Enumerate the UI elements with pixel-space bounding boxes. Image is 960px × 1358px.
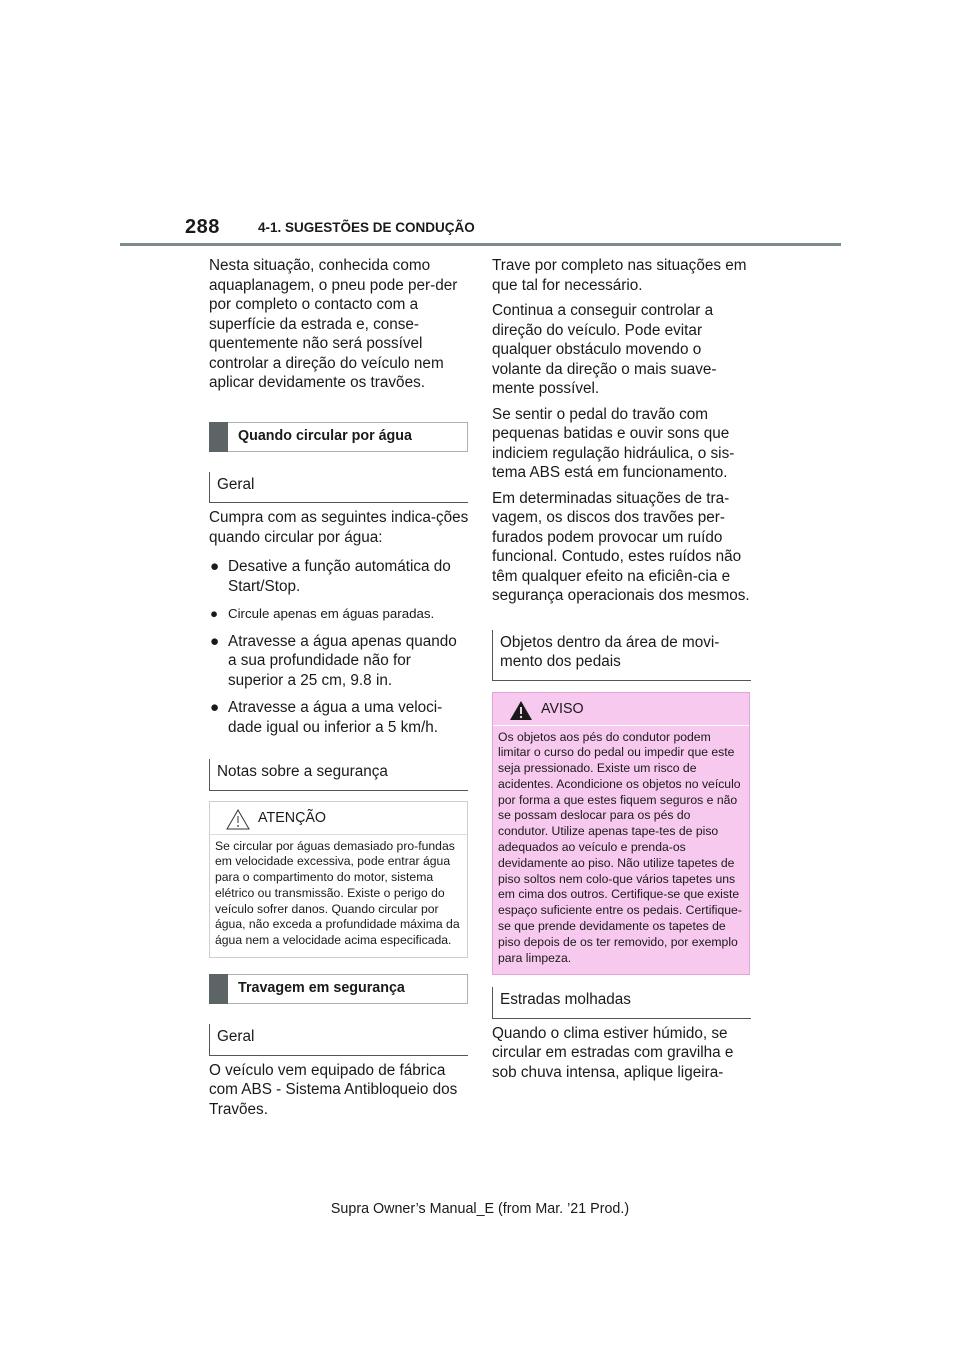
subheading-pedal-objects: Objetos dentro da área de movi-mento dos pedais bbox=[492, 630, 751, 681]
subheading-general-2: Geral bbox=[209, 1024, 468, 1056]
subheading-general-1: Geral bbox=[209, 472, 468, 504]
left-column bbox=[209, 256, 469, 1125]
warning-triangle-icon bbox=[509, 700, 533, 721]
subheading-wet-roads: Estradas molhadas bbox=[492, 987, 751, 1019]
list-item bbox=[209, 604, 469, 624]
section-accent-tab bbox=[209, 422, 228, 452]
intro-paragraph: Nesta situação, conhecida como aquaplanagem, o pneu pode per-der por completo o contacto com a superfície da estrada e, conse-quentemente não será possível controlar a direção do veículo nem aplicar devidamente os travões. bbox=[209, 257, 458, 391]
bullet-icon: ● bbox=[210, 558, 220, 575]
bullet-icon: ● bbox=[210, 606, 219, 621]
list-item-text: Desative a função automática do Start/Stop. bbox=[228, 558, 451, 595]
list-item-text: Atravesse a água a uma veloci-dade igual ou inferior a 5 km/h. bbox=[228, 699, 443, 736]
list-item bbox=[209, 698, 469, 737]
footer-text: Supra Owner’s Manual_E (from Mar. ’21 Prod.) bbox=[330, 1201, 630, 1217]
warning-triangle-icon bbox=[226, 809, 250, 830]
caution-text: Se circular por águas demasiado pro-fundas em velocidade excessiva, pode entrar água para o compartimento do motor, sistema elétrico ou transmissão. Existe o perigo do veículo sofrer danos. Quando circular por água, não exceda a profundidade máxima da água nem a velocidade acima especificada. bbox=[215, 838, 460, 948]
warning-text: Os objetos aos pés do condutor podem limitar o curso do pedal ou impedir que este seja pressionado. Existe um risco de acidentes. Acondicione os objetos no veículo por forma a que estes fiquem seguros e não se possam deslocar para os pés do condutor. Utilize apenas tape-tes de piso adequados ao veículo e prenda-os devidamente ao piso. Não utilize tapetes de piso soltos nem colo-que vários tapetes uns em cima dos outros. Certifique-se que existe espaço suficiente entre os pedais. Certifique-se que prende devidamente os tapetes de piso depois de os ter removido, por exemplo para limpeza. bbox=[498, 729, 742, 965]
bullet-icon: ● bbox=[210, 632, 220, 650]
right-column bbox=[492, 256, 752, 1088]
paragraph-steering: Continua a conseguir controlar a direção do veículo. Pode evitar qualquer obstáculo movendo o volante da direção o mais suave-mente possível. bbox=[492, 302, 717, 397]
section-title: 4-1. SUGESTÕES DE CONDUÇÃO bbox=[258, 220, 475, 235]
warning-label: AVISO bbox=[541, 700, 584, 717]
header-rule bbox=[120, 243, 841, 246]
caution-label: ATENÇÃO bbox=[258, 809, 327, 826]
paragraph-abs-active: Se sentir o pedal do travão com pequenas batidas e ouvir sons que indiciem regulação hidráulica, o sis-tema ABS está em funcionamento. bbox=[492, 405, 735, 481]
section-heading-label: Quando circular por água bbox=[238, 427, 412, 444]
caution-box bbox=[209, 801, 468, 959]
list-item bbox=[209, 557, 469, 596]
wet-roads-paragraph: Quando o clima estiver húmido, se circular em estradas com gravilha e sob chuva intensa, aplique ligeira- bbox=[492, 1024, 734, 1081]
warning-header bbox=[493, 693, 749, 726]
list-item bbox=[209, 632, 469, 691]
paragraph-brake-fully: Trave por completo nas situações em que tal for necessário. bbox=[492, 257, 747, 294]
list-item-text: Circule apenas em águas paradas. bbox=[228, 606, 435, 621]
warning-box bbox=[492, 692, 750, 976]
section-heading-water bbox=[209, 422, 468, 452]
paragraph-brake-discs: Em determinadas situações de tra-vagem, os discos dos travões per-furados podem provocar um ruído funcional. Contudo, estes ruídos não têm qualquer efeito na eficiên-cia e segurança operacionais dos mesmos. bbox=[492, 489, 750, 604]
section-heading-braking bbox=[209, 974, 468, 1004]
caution-header bbox=[210, 802, 467, 835]
page-number: 288 bbox=[185, 216, 220, 238]
abs-paragraph: O veículo vem equipado de fábrica com ABS - Sistema Antibloqueio dos Travões. bbox=[209, 1061, 458, 1118]
section-heading-label: Travagem em segurança bbox=[238, 980, 405, 997]
section-accent-tab bbox=[209, 974, 228, 1004]
water-intro: Cumpra com as seguintes indica-ções quando circular por água: bbox=[209, 509, 469, 546]
bullet-icon: ● bbox=[210, 699, 220, 716]
subheading-safety-notes: Notas sobre a segurança bbox=[209, 759, 468, 791]
list-item-text: Atravesse a água apenas quando a sua profundidade não for superior a 25 cm, 9.8 in. bbox=[228, 632, 457, 689]
